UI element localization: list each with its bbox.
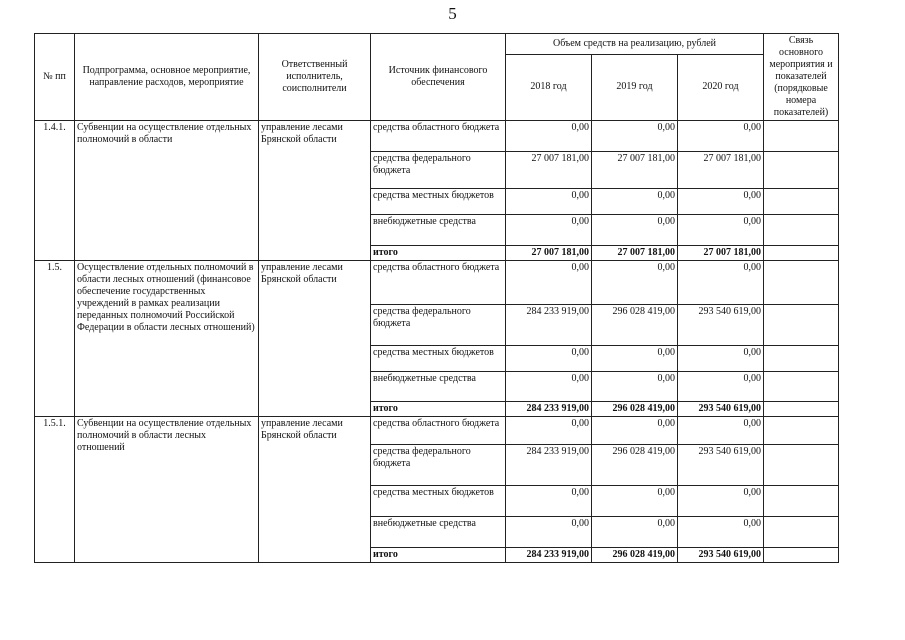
link-cell: [764, 246, 839, 261]
page-number: 5: [448, 4, 457, 23]
source-cell: средства местных бюджетов: [371, 189, 506, 215]
value-2018: 284 233 919,00: [506, 445, 592, 486]
value-2020: 0,00: [678, 215, 764, 246]
source-cell: средства местных бюджетов: [371, 346, 506, 372]
header-volume: Объем средств на реализацию, рублей: [506, 34, 764, 55]
link-cell: [764, 486, 839, 517]
link-cell: [764, 517, 839, 548]
source-cell: средства федерального бюджета: [371, 305, 506, 346]
value-2018: 0,00: [506, 189, 592, 215]
header-source: Источник финансового обеспечения: [371, 34, 506, 121]
value-2018: 0,00: [506, 372, 592, 402]
value-2018: 0,00: [506, 346, 592, 372]
section-number: 1.5.: [35, 261, 75, 417]
header-program: Подпрограмма, основное мероприятие, направление расходов, мероприятие: [75, 34, 259, 121]
value-2020: 0,00: [678, 417, 764, 445]
value-2020: 27 007 181,00: [678, 152, 764, 189]
value-2018: 0,00: [506, 517, 592, 548]
source-cell: средства местных бюджетов: [371, 486, 506, 517]
value-2018: 0,00: [506, 215, 592, 246]
value-2019: 0,00: [592, 121, 678, 152]
table-row: [35, 261, 839, 305]
value-2020: 0,00: [678, 261, 764, 305]
link-cell: [764, 152, 839, 189]
value-2019: 0,00: [592, 417, 678, 445]
value-2018: 284 233 919,00: [506, 548, 592, 563]
value-2020: 0,00: [678, 517, 764, 548]
value-2019: 0,00: [592, 189, 678, 215]
link-cell: [764, 445, 839, 486]
header-link: Связь основного мероприятия и показателей (порядковые номера показателей): [764, 34, 839, 121]
link-cell: [764, 121, 839, 152]
header-row-top: [35, 34, 839, 55]
link-cell: [764, 372, 839, 402]
header-year-2019: 2019 год: [592, 54, 678, 120]
link-cell: [764, 417, 839, 445]
value-2019: 0,00: [592, 215, 678, 246]
header-year-2018: 2018 год: [506, 54, 592, 120]
value-2019: 0,00: [592, 517, 678, 548]
value-2020: 0,00: [678, 372, 764, 402]
section-name: Субвенции на осуществление отдельных полномочий в области: [75, 121, 259, 261]
budget-table: [34, 33, 839, 563]
section-number: 1.4.1.: [35, 121, 75, 261]
value-2018: 0,00: [506, 261, 592, 305]
source-cell: средства федерального бюджета: [371, 152, 506, 189]
value-2018: 284 233 919,00: [506, 402, 592, 417]
value-2019: 0,00: [592, 372, 678, 402]
section-executor: управление лесами Брянской области: [259, 417, 371, 563]
value-2020: 0,00: [678, 121, 764, 152]
value-2019: 0,00: [592, 346, 678, 372]
link-cell: [764, 548, 839, 563]
value-2019: 27 007 181,00: [592, 246, 678, 261]
link-cell: [764, 215, 839, 246]
link-cell: [764, 189, 839, 215]
value-2020: 0,00: [678, 189, 764, 215]
header-no: № пп: [35, 34, 75, 121]
source-cell: средства областного бюджета: [371, 121, 506, 152]
link-cell: [764, 346, 839, 372]
value-2018: 27 007 181,00: [506, 152, 592, 189]
value-2019: 27 007 181,00: [592, 152, 678, 189]
source-cell: итого: [371, 402, 506, 417]
value-2018: 0,00: [506, 417, 592, 445]
header-year-2020: 2020 год: [678, 54, 764, 120]
value-2019: 296 028 419,00: [592, 305, 678, 346]
value-2019: 296 028 419,00: [592, 548, 678, 563]
section-name: Субвенции на осуществление отдельных полномочий в области лесных отношений: [75, 417, 259, 563]
source-cell: внебюджетные средства: [371, 372, 506, 402]
table-row: [35, 121, 839, 152]
source-cell: итого: [371, 548, 506, 563]
source-cell: внебюджетные средства: [371, 517, 506, 548]
header-executor: Ответственный исполнитель, соисполнители: [259, 34, 371, 121]
source-cell: средства областного бюджета: [371, 261, 506, 305]
source-cell: средства федерального бюджета: [371, 445, 506, 486]
source-cell: средства областного бюджета: [371, 417, 506, 445]
value-2019: 0,00: [592, 486, 678, 517]
value-2019: 296 028 419,00: [592, 445, 678, 486]
value-2020: 293 540 619,00: [678, 548, 764, 563]
value-2020: 27 007 181,00: [678, 246, 764, 261]
source-cell: внебюджетные средства: [371, 215, 506, 246]
link-cell: [764, 305, 839, 346]
value-2019: 296 028 419,00: [592, 402, 678, 417]
source-cell: итого: [371, 246, 506, 261]
link-cell: [764, 402, 839, 417]
value-2018: 0,00: [506, 121, 592, 152]
section-executor: управление лесами Брянской области: [259, 261, 371, 417]
section-number: 1.5.1.: [35, 417, 75, 563]
value-2018: 27 007 181,00: [506, 246, 592, 261]
value-2018: 0,00: [506, 486, 592, 517]
value-2019: 0,00: [592, 261, 678, 305]
value-2018: 284 233 919,00: [506, 305, 592, 346]
value-2020: 293 540 619,00: [678, 445, 764, 486]
section-executor: управление лесами Брянской области: [259, 121, 371, 261]
link-cell: [764, 261, 839, 305]
table-row: [35, 417, 839, 445]
value-2020: 293 540 619,00: [678, 305, 764, 346]
value-2020: 0,00: [678, 346, 764, 372]
value-2020: 0,00: [678, 486, 764, 517]
section-name: Осуществление отдельных полномочий в области лесных отношений (финансовое обеспечение государственных учреждений в рамках реализации переданных полномочий Российской Федерации в области лесных отношений): [75, 261, 259, 417]
value-2020: 293 540 619,00: [678, 402, 764, 417]
